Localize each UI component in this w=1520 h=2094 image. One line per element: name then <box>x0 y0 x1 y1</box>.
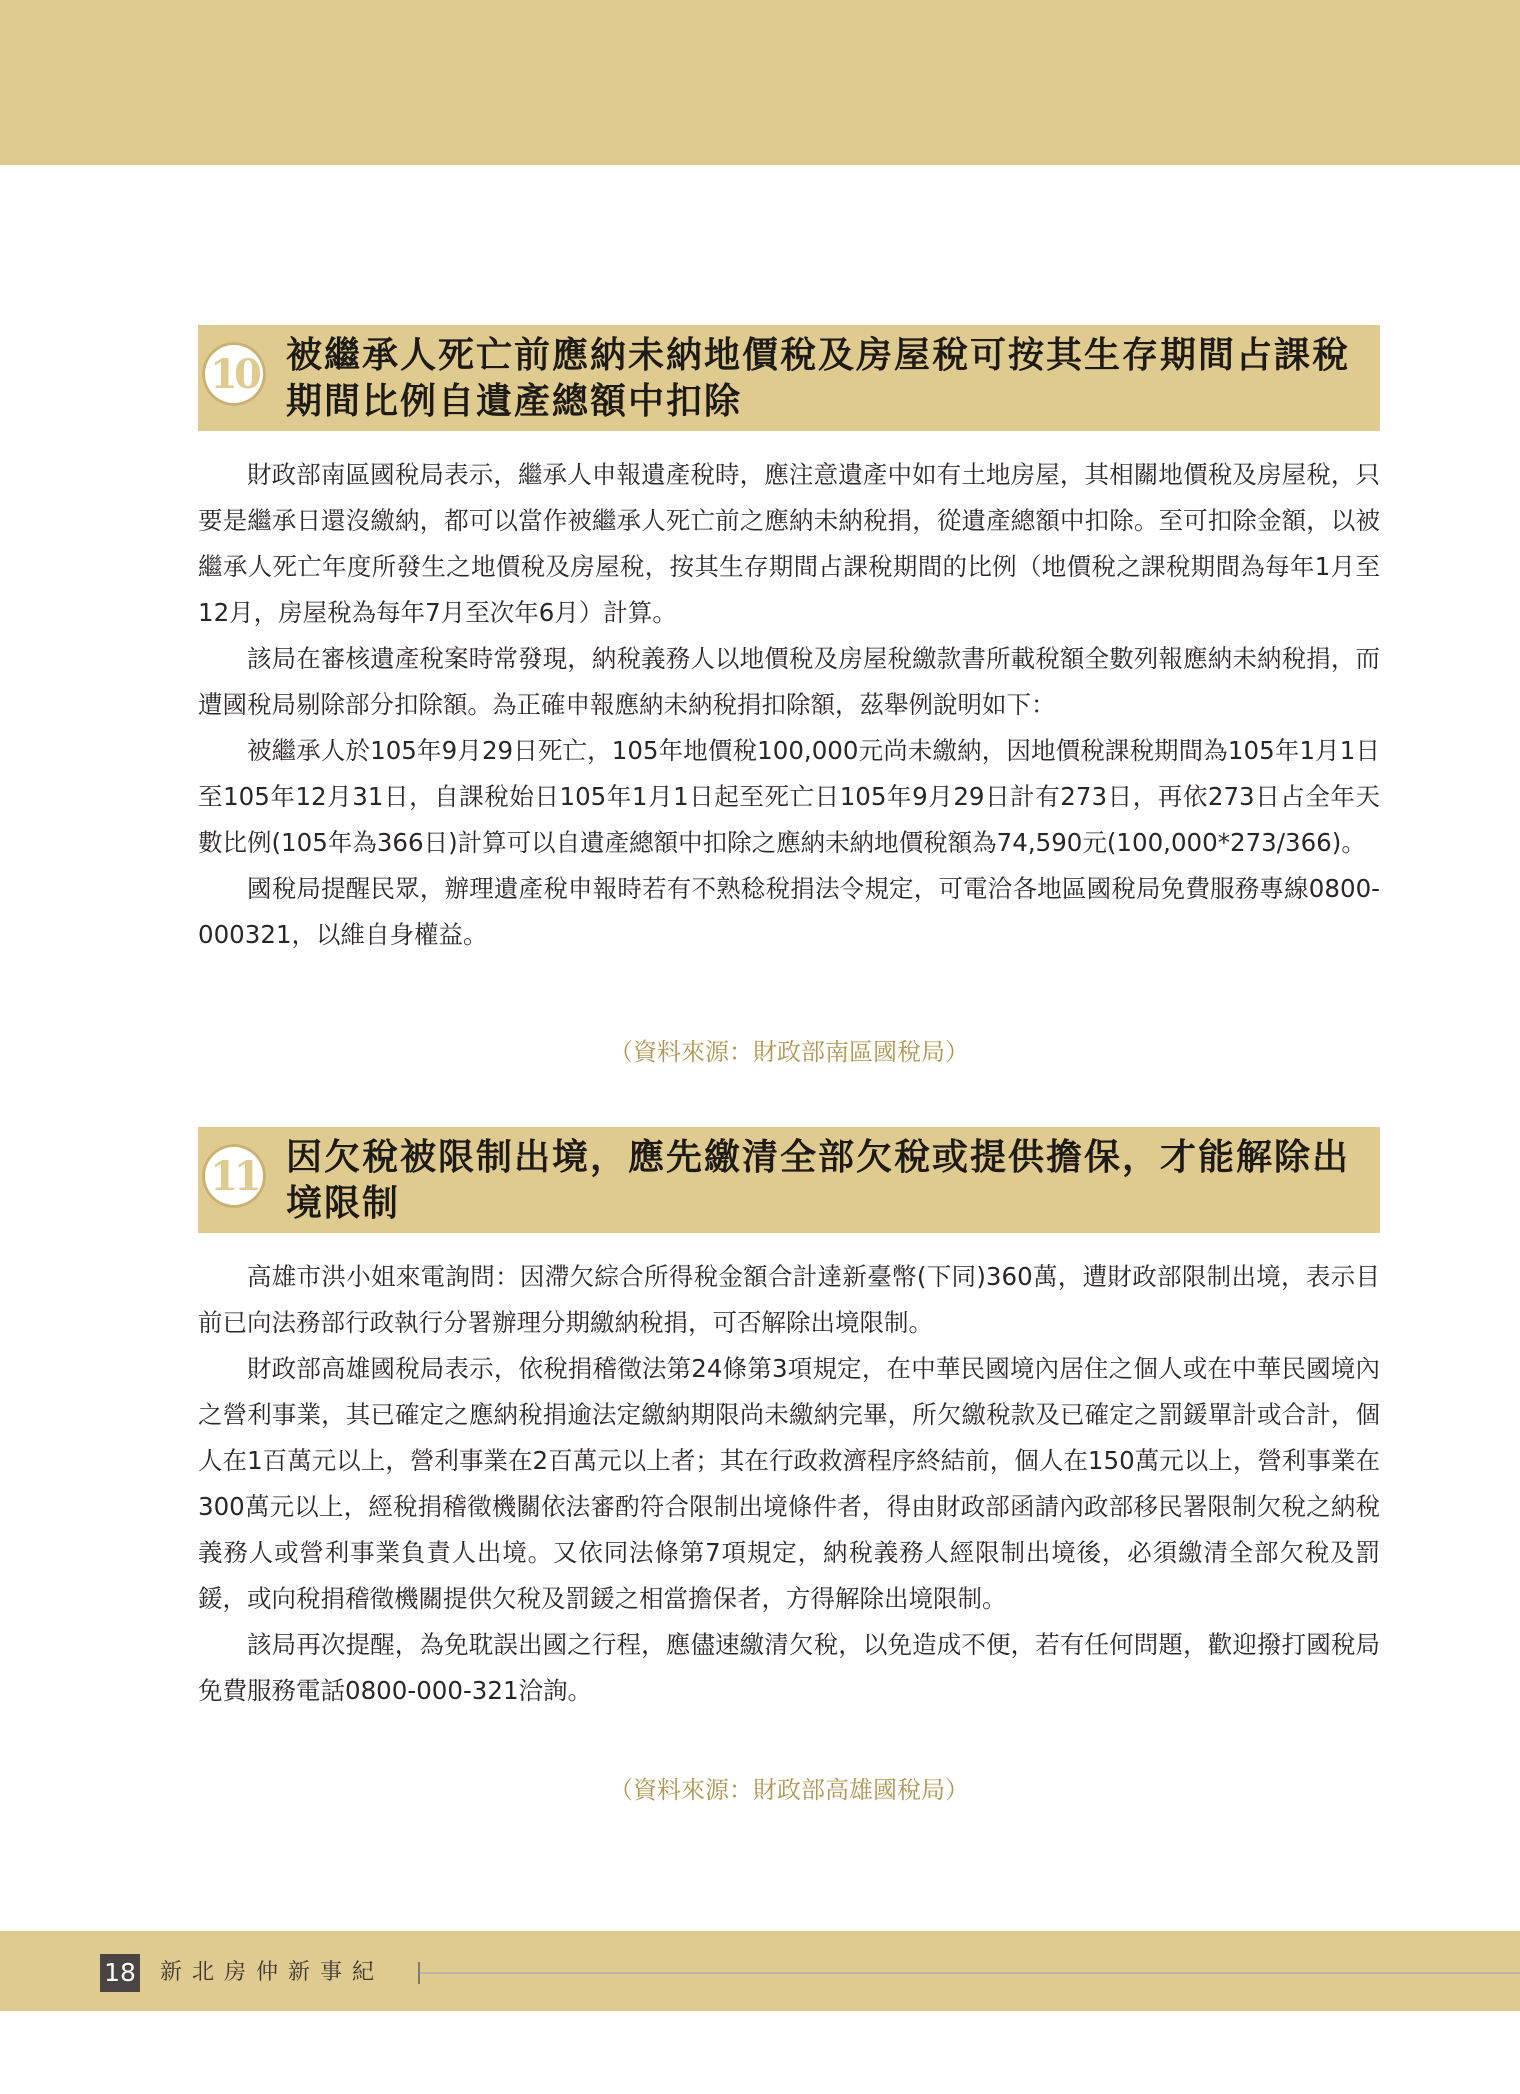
paragraph: 該局在審核遺產稅案時常發現，納稅義務人以地價稅及房屋稅繳款書所載稅額全數列報應納未納稅捐，而遭國稅局剔除部分扣除額。為正確申報應納未納稅捐扣除額，茲舉例說明如下： <box>198 644 1380 719</box>
section-title: 被繼承人死亡前應納未納地價稅及房屋稅可按其生存期間占課稅期間比例自遺產總額中扣除 <box>286 335 1351 422</box>
section-10-source: （資料來源：財政部南區國稅局） <box>609 1038 969 1066</box>
top-decorative-band <box>0 0 1520 165</box>
paragraph: 國稅局提醒民眾，辦理遺產稅申報時若有不熟稔稅捐法令規定，可電洽各地區國稅局免費服務專線0800-000321，以維自身權益。 <box>198 874 1380 949</box>
section-10-header <box>198 325 1380 431</box>
section-11-source: （資料來源：財政部高雄國稅局） <box>609 1776 969 1804</box>
paragraph: 財政部高雄國稅局表示，依稅捐稽徵法第24條第3項規定，在中華民國境內居住之個人或在中華民國境內之營利事業，其已確定之應納稅捐逾法定繳納期限尚未繳納完畢，所欠繳稅款及已確定之罰鍰單計或合計，個人在1百萬元以上，營利事業在2百萬元以上者；其在行政救濟程序終結前，個人在150萬元以上，營利事業在300萬元以上，經稅捐稽徵機關依法審酌符合限制出境條件者，得由財政部函請內政部移民署限制欠稅之納稅義務人或營利事業負責人出境。又依同法條第7項規定，納稅義務人經限制出境後，必須繳清全部欠稅及罰鍰，或向稅捐稽徵機關提供欠稅及罰鍰之相當擔保者，方得解除出境限制。 <box>198 1354 1380 1613</box>
paragraph: 該局再次提醒，為免耽誤出國之行程，應儘速繳清欠稅，以免造成不便，若有任何問題，歡迎撥打國稅局免費服務電話0800-000-321洽詢。 <box>198 1630 1380 1705</box>
section-title: 因欠稅被限制出境，應先繳清全部欠稅或提供擔保，才能解除出境限制 <box>286 1137 1351 1224</box>
section-11-header <box>198 1127 1380 1233</box>
section-11-body <box>198 1254 1380 1714</box>
section-10-body <box>198 452 1380 958</box>
magazine-name: 新北房仲新事紀 <box>160 1960 385 1985</box>
page-number: 18 <box>100 1954 140 1992</box>
section-number-badge: 11 <box>202 1144 266 1208</box>
footer-divider-line <box>420 1972 1520 1974</box>
paragraph: 高雄市洪小姐來電詢問：因滯欠綜合所得稅金額合計達新臺幣(下同)360萬，遭財政部限制出境，表示目前已向法務部行政執行分署辦理分期繳納稅捐，可否解除出境限制。 <box>198 1262 1380 1337</box>
paragraph: 財政部南區國稅局表示，繼承人申報遺產稅時，應注意遺產中如有土地房屋，其相關地價稅及房屋稅，只要是繼承日還沒繳納，都可以當作被繼承人死亡前之應納未納稅捐，從遺產總額中扣除。至可扣除金額，以被繼承人死亡年度所發生之地價稅及房屋稅，按其生存期間占課稅期間的比例（地價稅之課稅期間為每年1月至12月，房屋稅為每年7月至次年6月）計算。 <box>198 460 1380 627</box>
footer-band <box>0 1931 1520 2011</box>
section-number-badge: 10 <box>202 342 266 406</box>
paragraph: 被繼承人於105年9月29日死亡，105年地價稅100,000元尚未繳納，因地價稅課稅期間為105年1月1日至105年12月31日，自課稅始日105年1月1日起至死亡日105年9月29日計有273日，再依273日占全年天數比例(105年為366日)計算可以自遺產總額中扣除之應納未納地價稅額為74,590元(100,000*273/366)。 <box>198 736 1380 857</box>
